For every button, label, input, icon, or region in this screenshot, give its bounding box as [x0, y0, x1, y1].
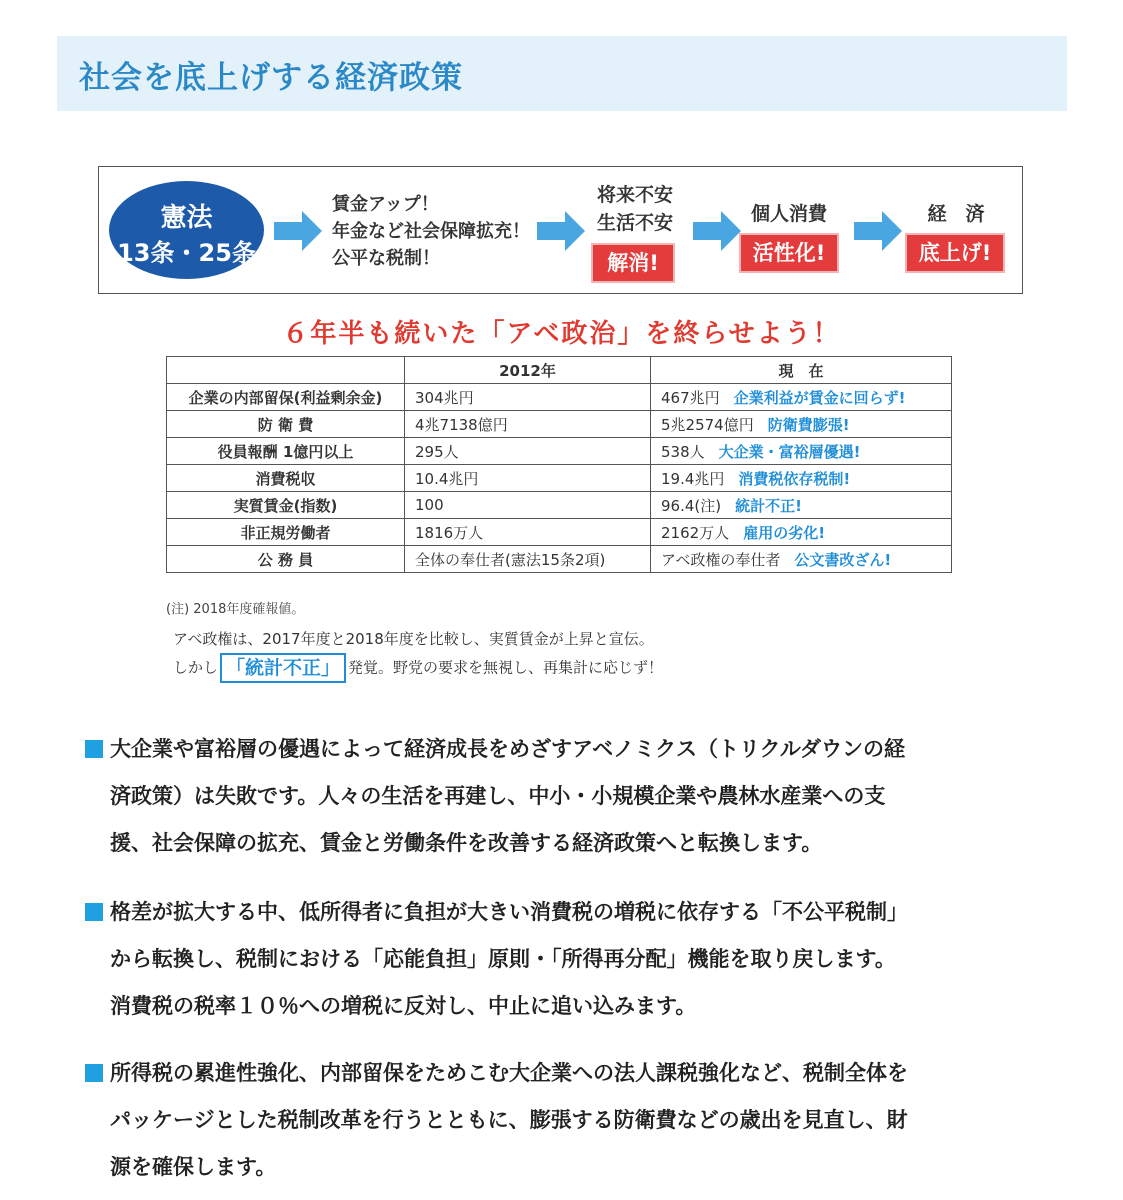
flow-step2 — [591, 181, 679, 237]
page-title: 社会を底上げする経済政策 — [79, 60, 463, 96]
flow-step1-line2: 年金など社会保障拡充！ — [332, 221, 530, 242]
caption-line2-post: 発覚。野党の要求を無視し、再集計に応じず！ — [348, 658, 664, 677]
badge-activate: 活性化! — [741, 235, 837, 271]
row-now — [651, 438, 952, 465]
flow-step1-line3: 公平な税制！ — [332, 248, 440, 269]
row-note: 消費税依存税制! — [738, 469, 851, 488]
table-row — [167, 384, 952, 411]
row-label: 防 衛 費 — [167, 411, 405, 438]
row-2012: 295人 — [405, 438, 651, 465]
paragraph-line: から転換し、税制における「応能負担」原則・「所得再分配」機能を取り戻します。 — [110, 947, 896, 971]
row-label: 実質賃金(指数) — [167, 492, 405, 519]
policy-flow-diagram — [98, 166, 1023, 294]
row-2012: 304兆円 — [405, 384, 651, 411]
row-2012: 4兆7138億円 — [405, 411, 651, 438]
table-row — [167, 465, 952, 492]
table-row — [167, 438, 952, 465]
row-now — [651, 519, 952, 546]
row-label: 消費税収 — [167, 465, 405, 492]
oval-line2: 13条・25条 — [117, 239, 256, 267]
row-now-value: 5兆2574億円 — [661, 415, 754, 434]
table-header-now: 現 在 — [651, 357, 952, 384]
row-label: 非正規労働者 — [167, 519, 405, 546]
badge-raise: 底上げ! — [907, 235, 1003, 271]
row-now-value: 538人 — [661, 442, 705, 461]
row-2012: 100 — [405, 492, 651, 519]
row-now-value: 96.4(注) — [661, 496, 722, 515]
row-note: 大企業・富裕層優遇! — [718, 442, 861, 461]
paragraph-line: 格差が拡大する中、低所得者に負担が大きい消費税の増税に依存する「不公平税制」 — [110, 900, 908, 924]
page-header — [57, 36, 1067, 111]
row-now-value: 2162万人 — [661, 523, 730, 542]
table-header-blank — [167, 357, 405, 384]
row-now-value: アベ政権の奉仕者 — [661, 550, 781, 569]
paragraph-line: 所得税の累進性強化、内部留保をためこむ大企業への法人課税強化など、税制全体を — [110, 1061, 908, 1085]
flow-step2-line2: 生活不安 — [596, 212, 673, 234]
row-now-value: 467兆円 — [661, 388, 720, 407]
flow-step3-label: 個人消費 — [750, 203, 827, 225]
row-label: 企業の内部留保(利益剰余金) — [167, 384, 405, 411]
badge-resolve: 解消! — [593, 245, 673, 281]
flow-step1 — [332, 191, 530, 272]
row-label: 役員報酬 1億円以上 — [167, 438, 405, 465]
table-row — [167, 492, 952, 519]
caption-line2-pre: しかし — [173, 658, 219, 677]
row-2012: 全体の奉仕者(憲法15条2項) — [405, 546, 651, 573]
row-now — [651, 411, 952, 438]
caption-line1: アベ政権は、2017年度と2018年度を比較し、実質賃金が上昇と宣伝。 — [173, 630, 654, 648]
row-note: 公文書改ざん! — [794, 550, 892, 569]
policy-paragraph-3 — [85, 1050, 1060, 1191]
table-row — [167, 546, 952, 573]
table-footnote: (注) 2018年度確報値。 — [166, 602, 305, 617]
row-now — [651, 384, 952, 411]
paragraph-line: パッケージとした税制改革を行うとともに、膨張する防衛費などの歳出を見直し、財 — [110, 1108, 908, 1132]
comparison-table — [166, 356, 952, 573]
row-now — [651, 546, 952, 573]
table-header-2012: 2012年 — [405, 357, 651, 384]
row-note: 統計不正! — [735, 496, 802, 515]
table-row — [167, 519, 952, 546]
caption-line2 — [173, 653, 663, 683]
policy-paragraph-2 — [85, 889, 1060, 1030]
paragraph-line: 源を確保します。 — [110, 1155, 277, 1179]
row-now-value: 19.4兆円 — [661, 469, 725, 488]
table-header-row — [167, 357, 952, 384]
table-row — [167, 411, 952, 438]
row-2012: 1816万人 — [405, 519, 651, 546]
row-note: 企業利益が賃金に回らず! — [733, 388, 906, 407]
paragraph-line: 済政策）は失敗です。人々の生活を再建し、中小・小規模企業や農林水産業への支 — [110, 784, 886, 808]
flow-step4-label: 経 済 — [927, 203, 985, 225]
row-now — [651, 465, 952, 492]
row-note: 雇用の劣化! — [743, 523, 826, 542]
oval-line1: 憲法 — [160, 203, 213, 233]
constitution-oval — [109, 181, 264, 279]
policy-paragraph-1 — [85, 726, 1060, 867]
flow-step1-line1: 賃金アップ！ — [332, 194, 439, 215]
row-label: 公 務 員 — [167, 546, 405, 573]
paragraph-line: 大企業や富裕層の優遇によって経済成長をめざすアベノミクス（トリクルダウンの経 — [110, 737, 906, 761]
paragraph-line: 援、社会保障の拡充、賃金と労働条件を改善する経済政策へと転換します。 — [110, 831, 823, 855]
statistics-fraud-badge: 「統計不正」 — [220, 653, 346, 683]
flow-step2-line1: 将来不安 — [596, 184, 673, 206]
paragraph-line: 消費税の税率１０％への増税に反対し、中止に追い込みます。 — [110, 994, 697, 1018]
slogan: ６年半も続いた「アベ政治」を終らせよう！ — [282, 319, 841, 349]
row-now — [651, 492, 952, 519]
row-note: 防衛費膨張! — [767, 415, 850, 434]
row-2012: 10.4兆円 — [405, 465, 651, 492]
